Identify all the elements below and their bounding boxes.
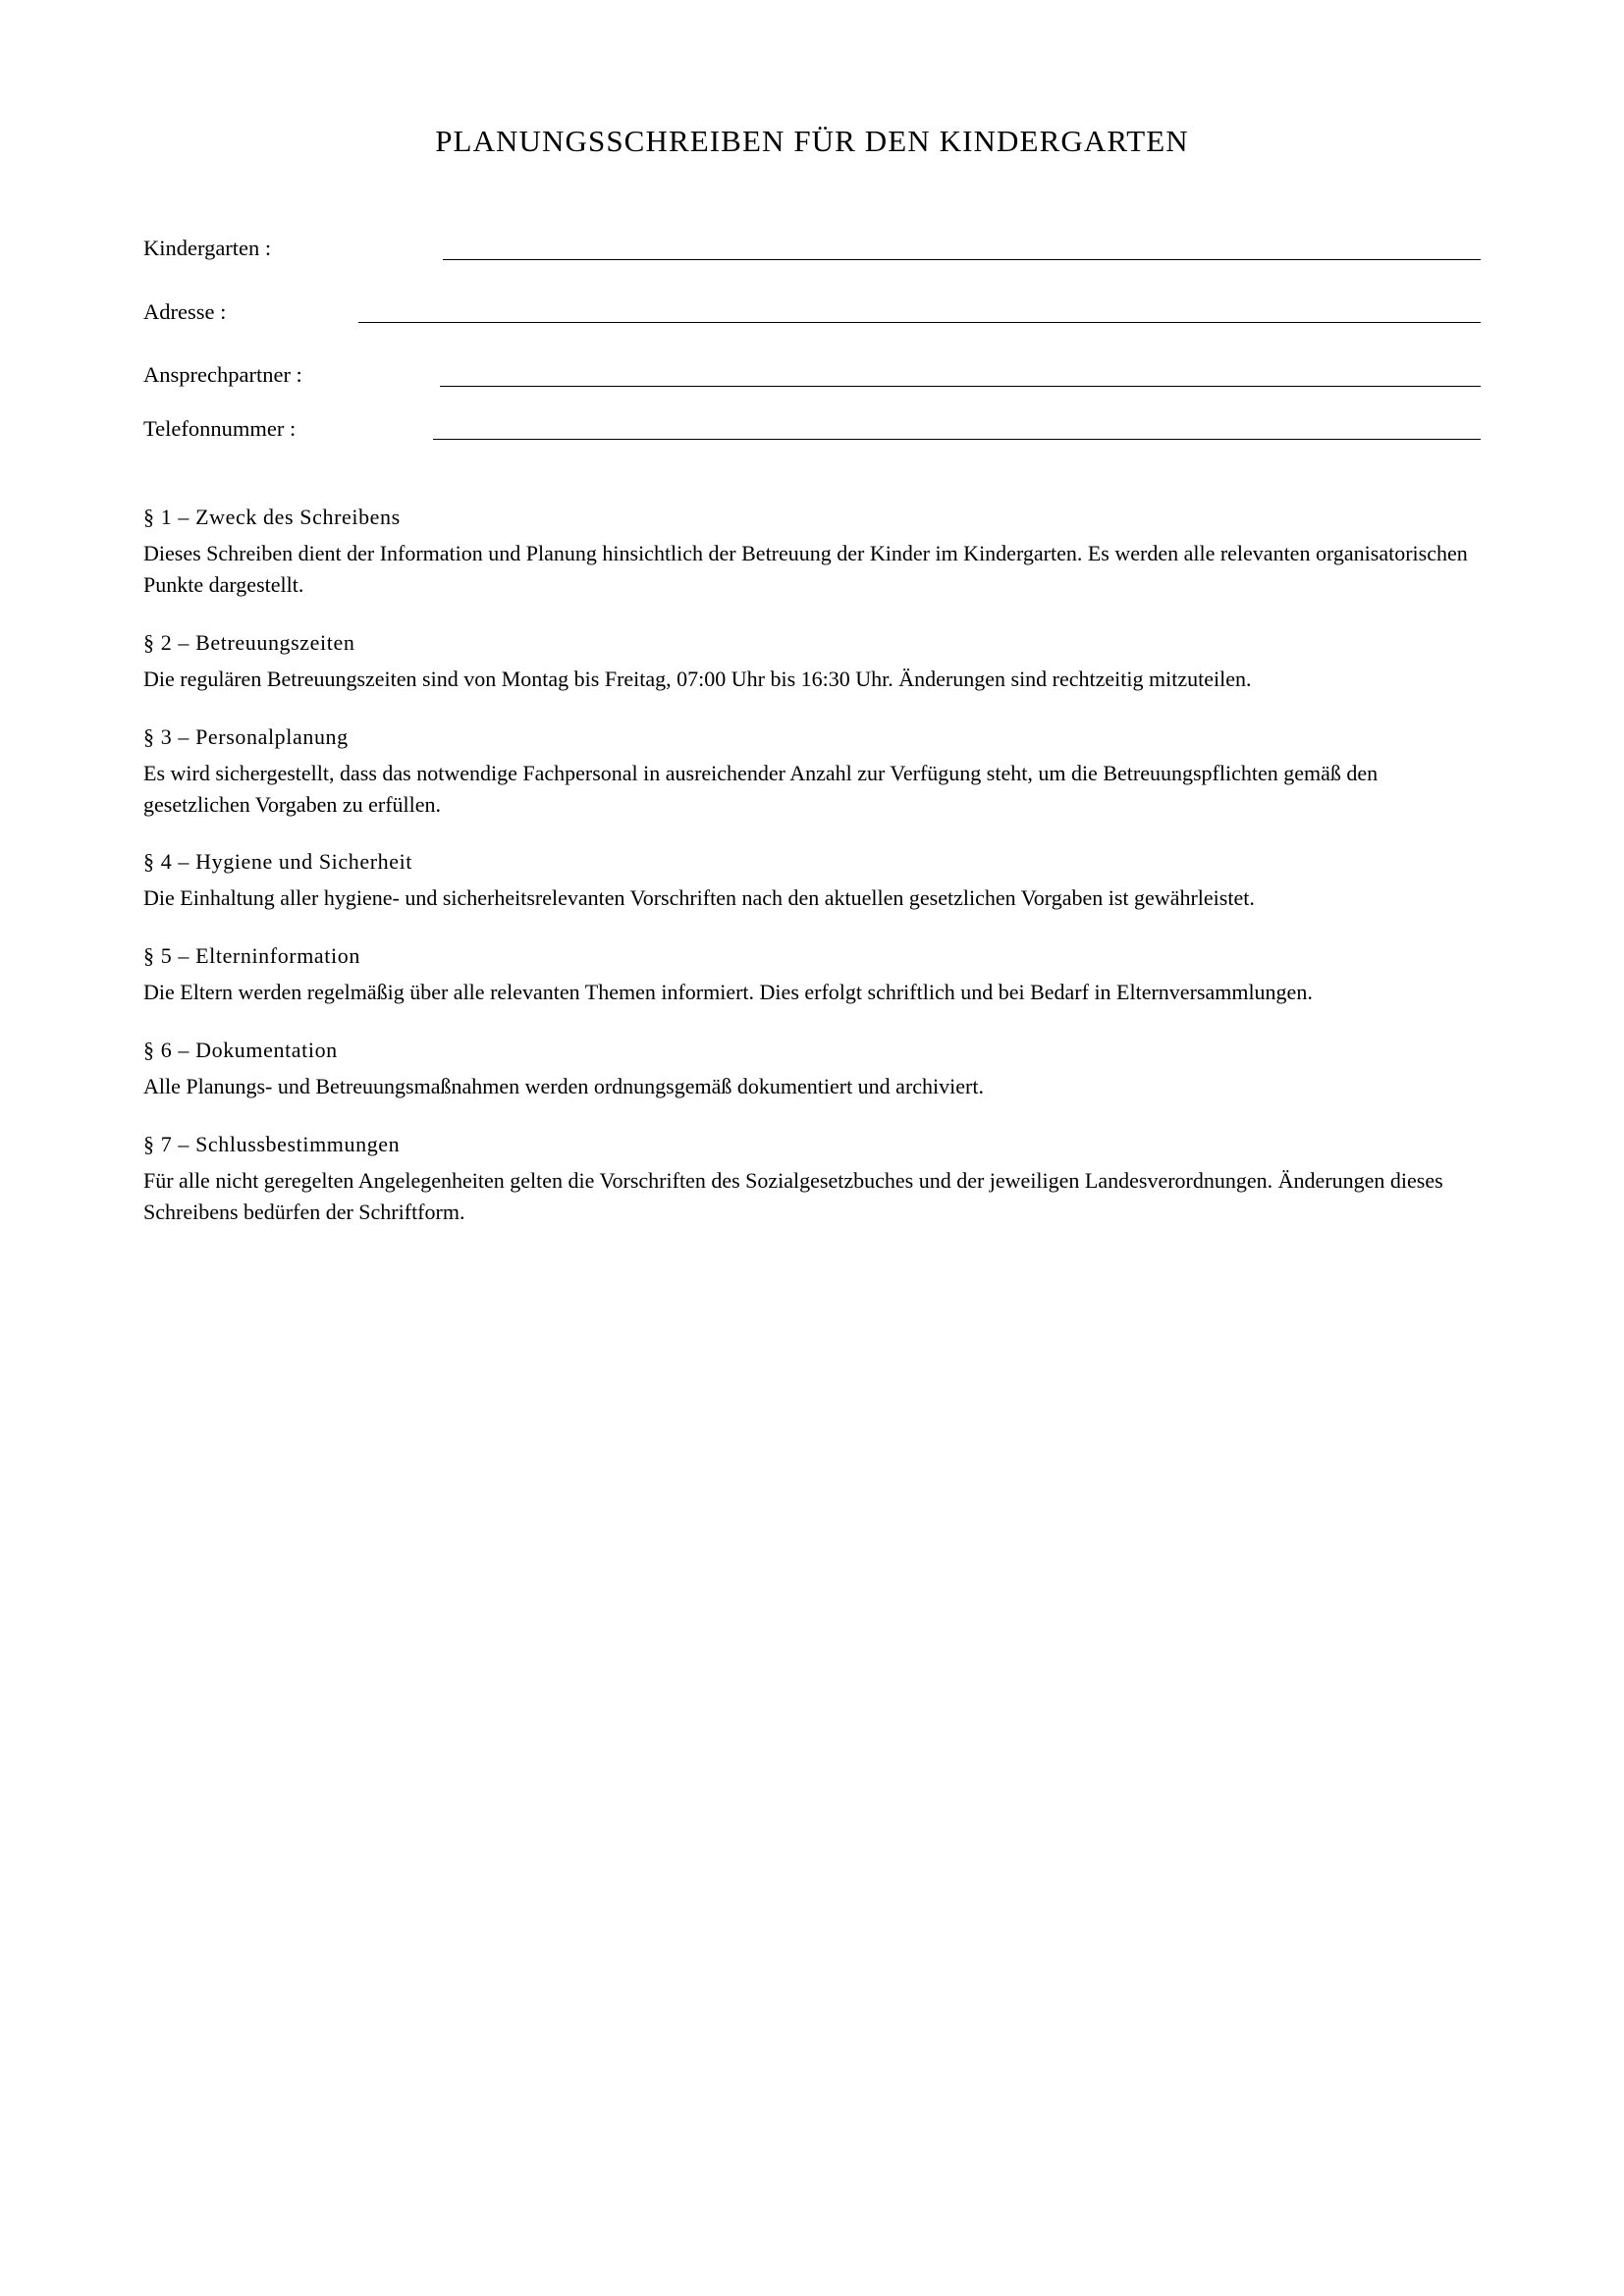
section-2-body: Die regulären Betreuungszeiten sind von Montag bis Freitag, 07:00 Uhr bis 16:30 Uhr. Änderungen sind rechtzeitig mitzuteilen.: [143, 666, 1252, 691]
section-2-heading: § 2 – Betreuungszeiten: [143, 629, 355, 655]
form-row-adresse: [143, 298, 1481, 328]
form-row-kindergarten: [143, 238, 1481, 264]
section-6-heading: § 6 – Dokumentation: [143, 1038, 338, 1063]
section-5-heading: § 5 – Elterninformation: [143, 943, 360, 969]
form-row-telefonnummer: [143, 415, 1481, 445]
telefonnummer-input-line[interactable]: [433, 439, 1481, 440]
kindergarten-input-line[interactable]: [443, 259, 1481, 260]
ansprechpartner-input-line[interactable]: [440, 386, 1481, 387]
adresse-input-line[interactable]: [358, 322, 1481, 323]
page-title: PLANUNGSSCHREIBEN FÜR DEN KINDERGARTEN: [435, 124, 1189, 158]
form-fields: [143, 238, 1481, 444]
section-1: [143, 505, 1481, 601]
kindergarten-label: Kindergarten :: [143, 236, 272, 260]
section-4-heading: § 4 – Hygiene und Sicherheit: [143, 849, 413, 875]
section-7: [143, 1132, 1481, 1228]
section-2: [143, 630, 1481, 695]
telefonnummer-label: Telefonnummer :: [143, 415, 297, 441]
section-4-body: Die Einhaltung aller hygiene- und sicherheitsrelevanten Vorschriften nach den aktuellen gesetzlichen Vorgaben ist gewährleistet.: [143, 885, 1255, 911]
section-6-body: Alle Planungs- und Betreuungsmaßnahmen werden ordnungsgemäß dokumentiert und archiviert.: [143, 1074, 984, 1099]
section-5-body: Die Eltern werden regelmäßig über alle relevanten Themen informiert. Dies erfolgt schriftlich und bei Bedarf in Elternversammlungen.: [143, 980, 1313, 1005]
section-1-heading: § 1 – Zweck des Schreibens: [143, 505, 401, 529]
adresse-label: Adresse :: [143, 298, 227, 324]
section-7-heading: § 7 – Schlussbestimmungen: [143, 1132, 401, 1157]
section-6: [143, 1038, 1481, 1102]
section-3: [143, 724, 1481, 821]
section-3-body: Es wird sichergestellt, dass das notwendige Fachpersonal in ausreichender Anzahl zur Verfügung steht, um die Betreuungspflichten gemäß den gesetzlichen Vorgaben zu erfüllen.: [143, 760, 1379, 817]
section-1-body: Dieses Schreiben dient der Information und Planung hinsichtlich der Betreuung der Kinder im Kindergarten. Es werden alle relevanten organisatorischen Punkte dargestellt.: [143, 541, 1468, 597]
section-7-body: Für alle nicht geregelten Angelegenheiten gelten die Vorschriften des Sozialgesetzbuches und der jeweiligen Landesverordnungen. Änderungen dieses Schreibens bedürfen der Schriftform.: [143, 1168, 1443, 1225]
document-sections: [143, 505, 1481, 1228]
section-3-heading: § 3 – Personalplanung: [143, 723, 349, 749]
ansprechpartner-label: Ansprechpartner :: [143, 362, 302, 387]
section-5: [143, 943, 1481, 1008]
form-row-ansprechpartner: [143, 364, 1481, 391]
section-4: [143, 849, 1481, 914]
